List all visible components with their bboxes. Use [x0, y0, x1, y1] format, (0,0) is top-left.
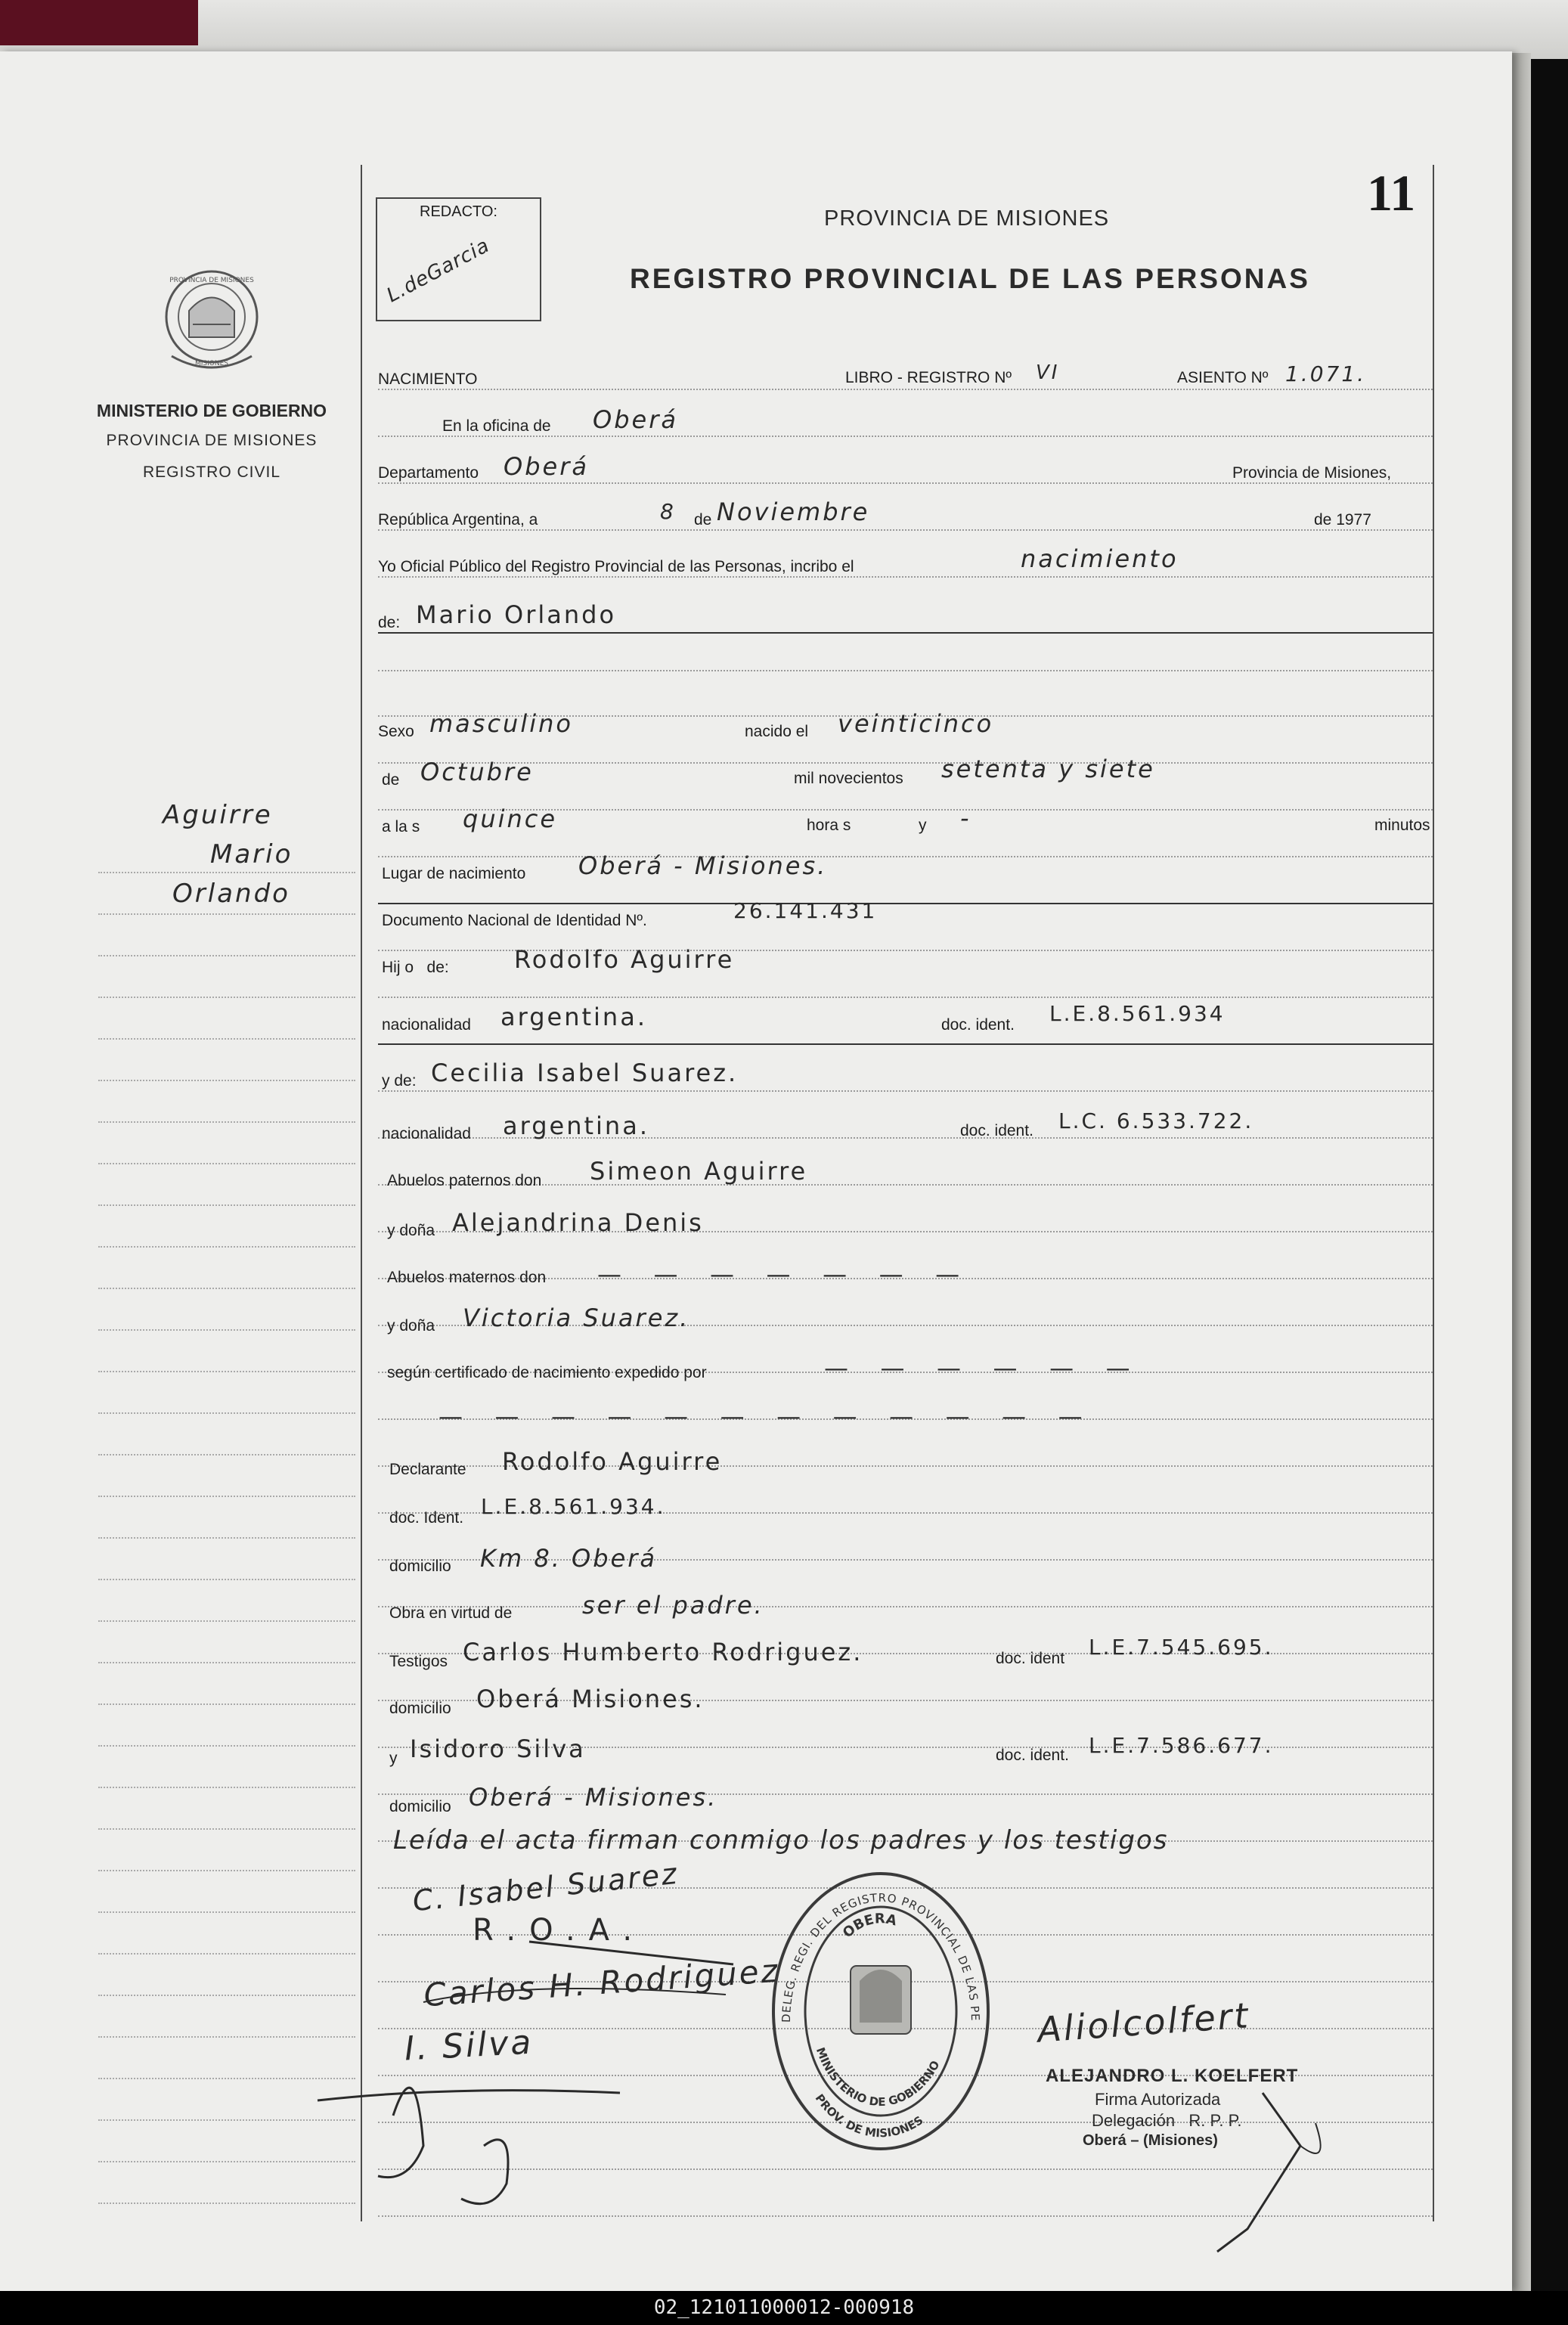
y2-label: y [389, 1750, 398, 1767]
paternal-grandparents-label: Abuelos paternos don [387, 1172, 542, 1189]
doc-ident1-label: doc. ident. [941, 1016, 1015, 1034]
page-number: 11 [1367, 164, 1416, 222]
official-name: ALEJANDRO L. KOELFERT [1046, 2066, 1299, 2086]
name-label: de: [378, 614, 401, 631]
margin-first-name: Mario [210, 839, 293, 870]
maternal-grandparents-label: Abuelos maternos don [387, 1269, 547, 1286]
civil-registry-label: REGISTRO CIVIL [142, 463, 281, 481]
domicilio3-label: domicilio [389, 1798, 451, 1815]
libro-label: LIBRO - REGISTRO Nº [845, 369, 1012, 386]
svg-text:MISIONES: MISIONES [194, 360, 229, 367]
oficina-label: En la oficina de [442, 417, 551, 435]
province-label: PROVINCIA DE MISIONES [106, 432, 318, 449]
official-flourish-icon [1202, 2078, 1338, 2259]
oficina-value: Oberá [593, 405, 678, 434]
maternal-grandfather-value: — — — — — — — [597, 1260, 962, 1288]
minutos-label: minutos [1374, 817, 1430, 834]
lugar-label: Lugar de nacimiento [382, 865, 526, 882]
hora-label: hora s [807, 817, 851, 834]
nationality1-value: argentina. [500, 1003, 647, 1031]
day-value: 8 [660, 499, 676, 524]
nationality2-label: nacionalidad [382, 1125, 471, 1142]
signature-flourish-icon [302, 1896, 771, 2214]
yo-label: Yo Oficial Público del Registro Provincial de las Personas, incribo el [378, 558, 854, 575]
departamento-label: Departamento [378, 464, 479, 482]
nacido-label: nacido el [745, 723, 809, 740]
mother-rule [378, 1043, 1433, 1045]
declarante-label: Declarante [389, 1461, 466, 1478]
doc-ident3-value: L.E.8.561.934. [481, 1494, 666, 1519]
mil-value: setenta y siete [941, 755, 1155, 783]
name-value: Mario Orlando [416, 600, 617, 629]
de2-label: de [382, 771, 400, 789]
name-rule [378, 632, 1433, 634]
year-label: de 1977 [1314, 511, 1371, 529]
redacto-signature: L.deGarcia [383, 234, 494, 308]
sexo-label: Sexo [378, 723, 414, 740]
alas-label: a la s [382, 818, 420, 835]
republica-label: República Argentina, a [378, 511, 538, 529]
declarante-value: Rodolfo Aguirre [502, 1447, 723, 1476]
doc-ident3-label: doc. Ident. [389, 1509, 464, 1527]
stamp-seal-icon [767, 1868, 994, 2155]
doc-ident2-label: doc. ident. [960, 1122, 1033, 1139]
dona2-label: y doña [387, 1317, 435, 1335]
dona1-label: y doña [387, 1222, 435, 1239]
segun-value-2: — — — — — — — — — — — — [438, 1402, 1085, 1431]
departamento-value: Oberá [504, 452, 589, 481]
month-value: Noviembre [717, 498, 870, 526]
obra-label: Obra en virtud de [389, 1604, 513, 1622]
official-stamp [767, 1868, 994, 2155]
redacto-label: REDACTO: [420, 203, 497, 220]
signature-father: R.O.A. [473, 1913, 646, 1948]
official-delegation: Delegación R. P. P. [1092, 2111, 1242, 2130]
doc-ident2-value: L.C. 6.533.722. [1058, 1108, 1254, 1133]
nationality1-label: nacionalidad [382, 1016, 471, 1034]
official-location: Oberá – (Misiones) [1083, 2132, 1218, 2149]
birth-month-value: Octubre [420, 758, 534, 786]
official-signature: Aliolcolfert [1036, 1995, 1252, 2051]
domicilio3-value: Oberá - Misiones. [469, 1783, 718, 1812]
header-registry: REGISTRO PROVINCIAL DE LAS PERSONAS [630, 263, 1310, 294]
book-cover-red-edge [0, 0, 198, 45]
libro-value: VI [1036, 361, 1060, 384]
svg-text:OBERA: OBERA [839, 1911, 899, 1942]
right-column-rule [1433, 165, 1434, 2221]
ministry-label: MINISTERIO DE GOBIERNO [96, 401, 327, 420]
official-title: Firma Autorizada [1095, 2090, 1221, 2109]
sexo-value: masculino [429, 709, 573, 738]
testigo2-value: Isidoro Silva [410, 1734, 586, 1763]
segun-value: — — — — — — [824, 1353, 1133, 1382]
segun-label: según certificado de nacimiento expedido por [387, 1364, 707, 1381]
y-label: y [919, 817, 927, 834]
redacto-box [376, 197, 541, 321]
testigo1-value: Carlos Humberto Rodriguez. [463, 1638, 863, 1666]
doc-ident5-value: L.E.7.586.677. [1089, 1733, 1274, 1758]
doc-ident5-label: doc. ident. [996, 1747, 1069, 1764]
maternal-grandmother-value: Victoria Suarez. [463, 1304, 690, 1332]
record-type: NACIMIENTO [378, 370, 478, 388]
domicilio1-label: domicilio [389, 1558, 451, 1575]
asiento-value: 1.071. [1285, 361, 1367, 386]
domicilio2-value: Oberá Misiones. [476, 1685, 705, 1713]
doc-ident4-value: L.E.7.545.695. [1089, 1635, 1274, 1660]
svg-text:MINISTERIO DE GOBIERNO: MINISTERIO DE GOBIERNO [813, 2045, 943, 2110]
doc-value: 26.141.431 [733, 898, 878, 923]
signature-witness2: I. Silva [403, 2023, 535, 2069]
svg-text:PROV. DE MISIONES: PROV. DE MISIONES [812, 2091, 926, 2141]
de-label: de [694, 511, 712, 529]
header-province: PROVINCIA DE MISIONES [824, 206, 1110, 231]
signature-mother: C. Isabel Suarez [411, 1856, 680, 1918]
obra-value: ser el padre. [582, 1591, 764, 1620]
testigos-label: Testigos [389, 1653, 448, 1670]
yde-label: y de: [382, 1072, 417, 1090]
asiento-label: ASIENTO Nº [1177, 369, 1269, 386]
father-value: Rodolfo Aguirre [514, 945, 735, 974]
doc-ident4-label: doc. ident [996, 1650, 1065, 1667]
paternal-grandmother-value: Alejandrina Denis [452, 1208, 704, 1237]
svg-text:DELEG. REGI. DEL REGISTRO PROV: DELEG. REGI. DEL REGISTRO PROVINCIAL DE LAS PE [779, 1890, 983, 2023]
margin-second-name: Orlando [172, 879, 290, 909]
register-page [0, 51, 1512, 2291]
paternal-grandfather-value: Simeon Aguirre [590, 1157, 808, 1186]
hijo-label: Hij o de: [382, 959, 449, 976]
domicilio1-value: Km 8. Oberá [480, 1544, 657, 1573]
svg-text:PROVINCIA DE MISIONES: PROVINCIA DE MISIONES [169, 277, 254, 284]
lugar-value: Oberá - Misiones. [578, 851, 828, 880]
nationality2-value: argentina. [503, 1111, 649, 1140]
mother-value: Cecilia Isabel Suarez. [431, 1059, 739, 1087]
y-value: - [960, 804, 971, 832]
closing-statement: Leída el acta firman conmigo los padres y los testigos [393, 1825, 1169, 1855]
province-seal-icon [155, 265, 268, 379]
father-rule [378, 903, 1433, 904]
provincia-label: Provincia de Misiones, [1232, 464, 1392, 482]
book-cover-top [0, 0, 1568, 59]
doc-label: Documento Nacional de Identidad Nº. [382, 912, 647, 929]
margin-surname: Aguirre [163, 800, 273, 830]
nacido-value: veinticinco [838, 709, 994, 738]
image-caption: 02_121011000012-000918 [0, 2291, 1568, 2325]
signature-witness1: Carlos H. Rodriguez [422, 1951, 781, 2014]
yo-value: nacimiento [1021, 544, 1179, 573]
doc-ident1-value: L.E.8.561.934 [1049, 1001, 1226, 1026]
alas-value: quince [463, 804, 558, 833]
domicilio2-label: domicilio [389, 1700, 451, 1717]
mil-label: mil novecientos [794, 770, 903, 787]
